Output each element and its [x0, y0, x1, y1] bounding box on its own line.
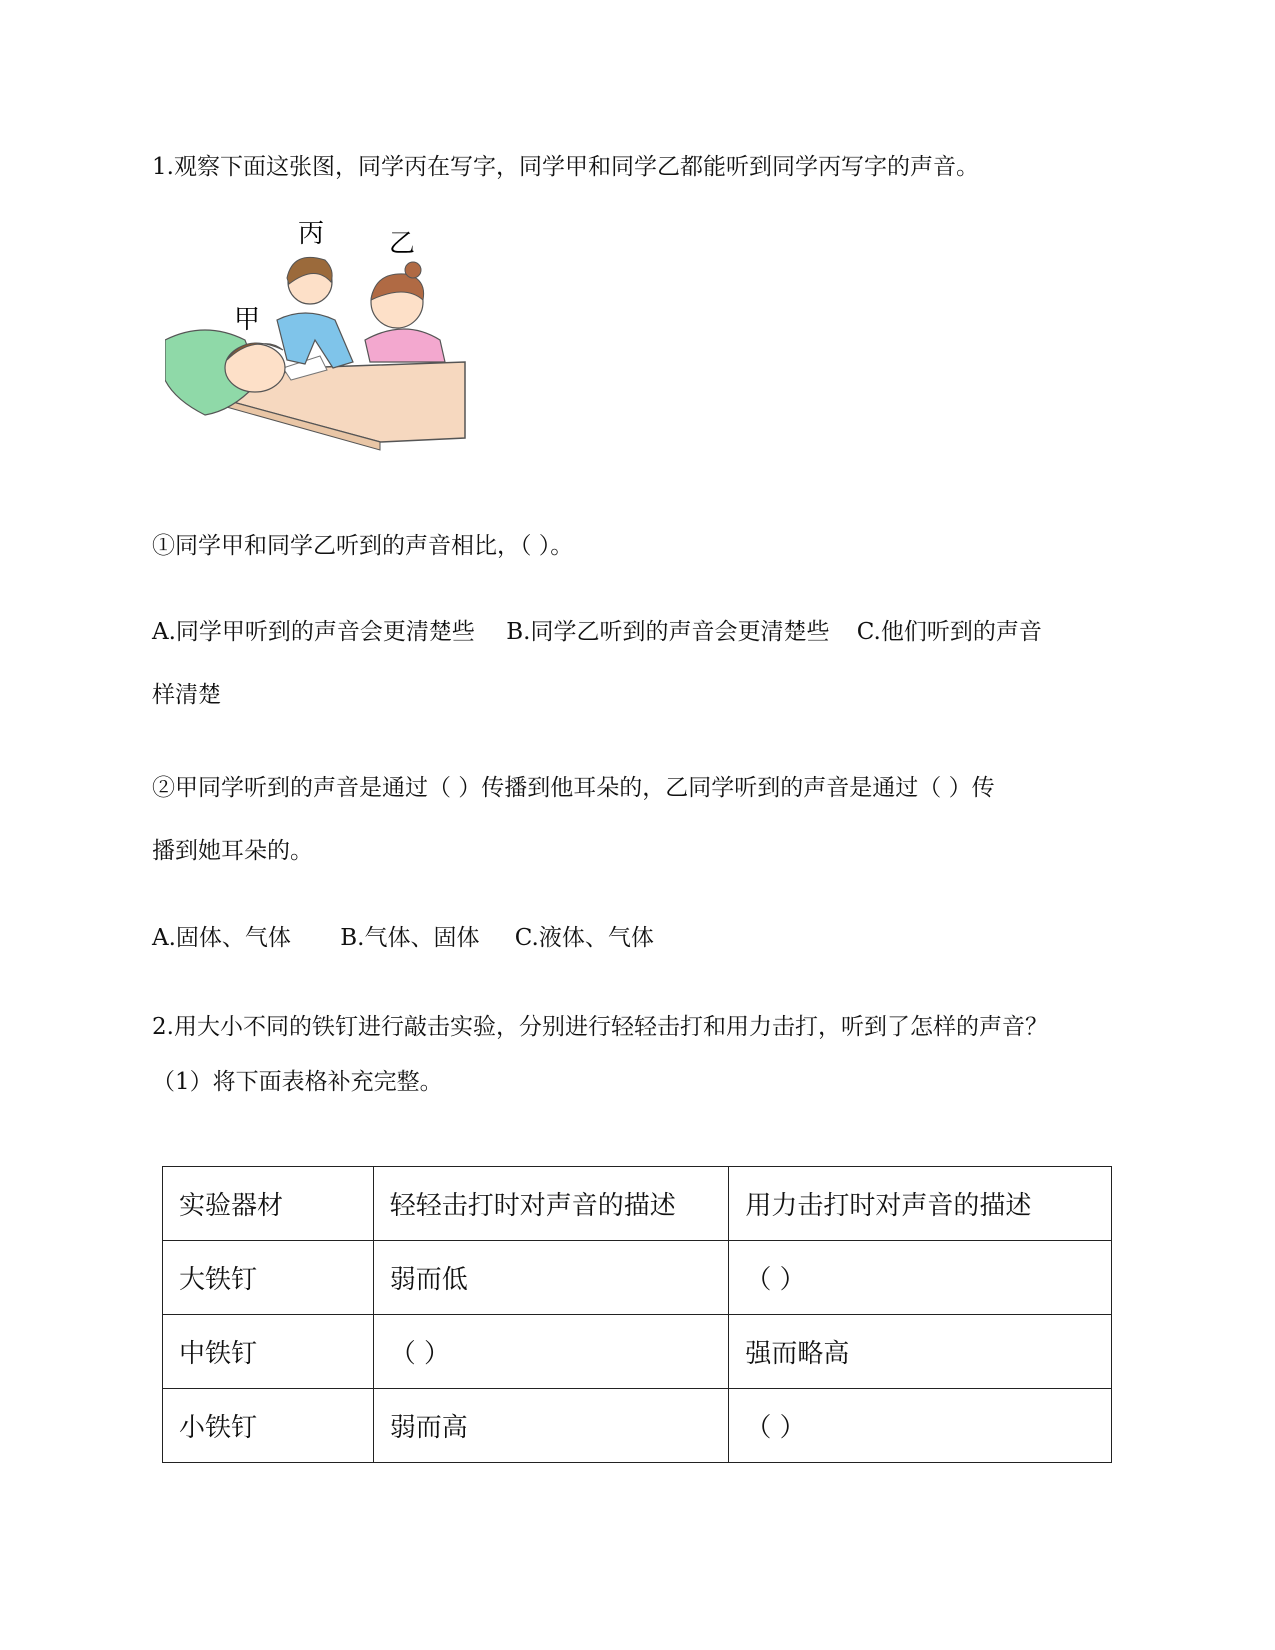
q1-sub2-options — [152, 923, 654, 953]
q1-sub2-option-b: B.气体、固体 — [340, 925, 480, 951]
q1-sub1-option-c: C.他们听到的声音 — [856, 619, 1042, 645]
table-header: 实验器材 — [163, 1167, 374, 1241]
q2-stem: 2.用大小不同的铁钉进行敲击实验，分别进行轻轻击打和用力击打，听到了怎样的声音？ — [152, 1014, 1048, 1040]
table-cell: 弱而低 — [373, 1241, 729, 1315]
table-row — [163, 1315, 1112, 1389]
q2-sub1: （1）将下面表格补充完整。 — [152, 1069, 443, 1095]
table-row — [163, 1389, 1112, 1463]
q1-sub1-option-c-cont: 样清楚 — [152, 682, 221, 708]
table-cell: 弱而高 — [373, 1389, 729, 1463]
table-header: 轻轻击打时对声音的描述 — [373, 1167, 729, 1241]
label-jia: 甲 — [233, 305, 261, 335]
table-cell: 小铁钉 — [163, 1389, 374, 1463]
table-cell: 中铁钉 — [163, 1315, 374, 1389]
label-yi: 乙 — [388, 229, 416, 259]
table-cell: 大铁钉 — [163, 1241, 374, 1315]
experiment-table — [162, 1166, 1112, 1463]
answer-blank[interactable]: （ ） — [729, 1389, 1112, 1463]
answer-blank[interactable]: （ ） — [729, 1241, 1112, 1315]
q1-stem: 1.观察下面这张图，同学丙在写字，同学甲和同学乙都能听到同学丙写字的声音。 — [152, 154, 979, 180]
q1-sub2-question: ②甲同学听到的声音是通过（ ）传播到他耳朵的，乙同学听到的声音是通过（ ）传 — [152, 775, 995, 801]
q1-sub2-option-c: C.液体、气体 — [514, 925, 654, 951]
q1-sub1-option-a: A.同学甲听到的声音会更清楚些 — [152, 619, 475, 645]
q1-sub2-option-a: A.固体、气体 — [152, 925, 291, 951]
label-bing: 丙 — [297, 220, 325, 249]
q1-sub1-options — [152, 617, 1042, 647]
table-cell: 强而略高 — [729, 1315, 1112, 1389]
q1-sub1-question: ①同学甲和同学乙听到的声音相比，（ ）。 — [152, 533, 574, 559]
table-row — [163, 1241, 1112, 1315]
q1-sub1-option-b: B.同学乙听到的声音会更清楚些 — [506, 619, 830, 645]
students-illustration — [165, 220, 485, 460]
answer-blank[interactable]: （ ） — [373, 1315, 729, 1389]
table-header-row — [163, 1167, 1112, 1241]
q1-sub2-question-cont: 播到她耳朵的。 — [152, 838, 313, 864]
table-header: 用力击打时对声音的描述 — [729, 1167, 1112, 1241]
